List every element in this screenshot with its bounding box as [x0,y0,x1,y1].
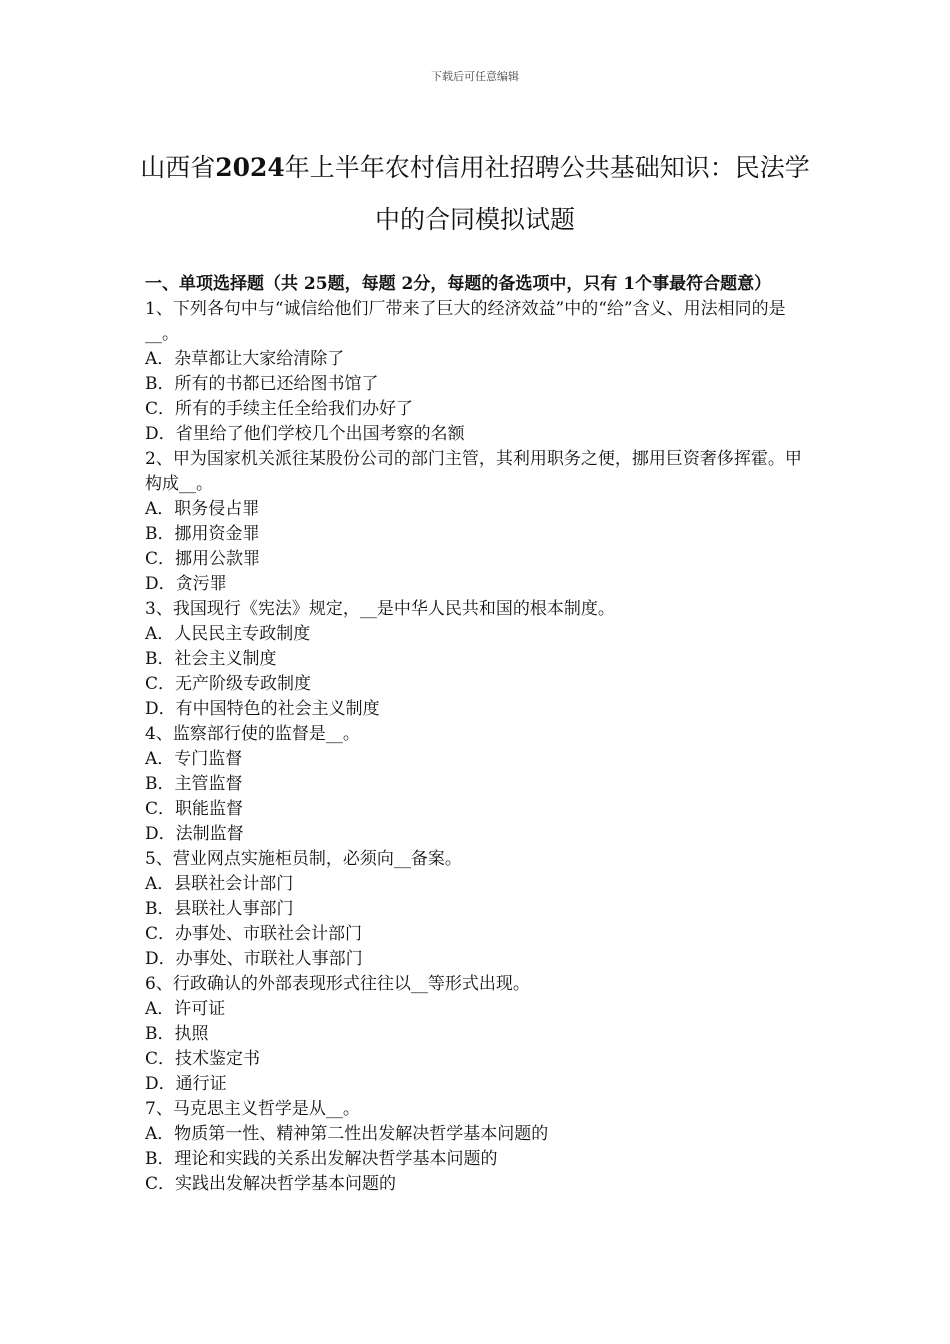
document-body [145,272,807,1197]
option-a: A．物质第一性、精神第二性出发解决哲学基本问题的 [145,1124,549,1144]
title-year: 2024 [215,153,285,182]
option-b: B．执照 [145,1024,209,1044]
option-c: C．办事处、市联社会计部门 [145,924,363,944]
question-stem: 7、马克思主义哲学是从__。 [145,1099,360,1119]
question-stem: 1、下列各句中与“诚信给他们厂带来了巨大的经济效益”中的“给”含义、用法相同的是__。 [145,299,786,344]
option-c: C．所有的手续主任全给我们办好了 [145,399,414,419]
header-note: 下载后可任意编辑 [431,70,519,83]
option-a: A．专门监督 [145,749,243,769]
option-a: A．杂草都让大家给清除了 [145,349,345,369]
option-d: D．通行证 [145,1074,227,1094]
option-b: B．主管监督 [145,774,243,794]
question-stem: 3、我国现行《宪法》规定，__是中华人民共和国的根本制度。 [145,599,615,619]
option-b: B．所有的书都已还给图书馆了 [145,374,379,394]
title-part-2: 年上半年农村信用社招聘公共基础知识：民法学中的合同模拟试题 [284,153,810,234]
option-d: D．办事处、市联社人事部门 [145,949,363,969]
option-b: B．理论和实践的关系出发解决哲学基本问题的 [145,1149,498,1169]
question-2 [145,447,807,597]
option-a: A．人民民主专政制度 [145,624,311,644]
option-a: A．县联社会计部门 [145,874,294,894]
option-d: D．有中国特色的社会主义制度 [145,699,380,719]
option-b: B．挪用资金罪 [145,524,260,544]
option-c: C．实践出发解决哲学基本问题的 [145,1174,397,1194]
option-b: B．社会主义制度 [145,649,277,669]
question-stem: 4、监察部行使的监督是__。 [145,724,360,744]
question-stem: 5、营业网点实施柜员制，必须向__备案。 [145,849,462,869]
option-a: A．许可证 [145,999,226,1019]
question-stem: 6、行政确认的外部表现形式往往以__等形式出现。 [145,974,530,994]
option-d: D．省里给了他们学校几个出国考察的名额 [145,424,465,444]
question-3 [145,597,807,722]
section-heading: 一、单项选择题（共 25题，每题 2分，每题的备选项中，只有 1个事最符合题意） [145,274,772,294]
question-4 [145,722,807,847]
option-d: D．贪污罪 [145,574,227,594]
question-5 [145,847,807,972]
option-d: D．法制监督 [145,824,244,844]
option-c: C．无产阶级专政制度 [145,674,312,694]
question-stem: 2、甲为国家机关派往某股份公司的部门主管，其利用职务之便，挪用巨资奢侈挥霍。甲构成__。 [145,449,802,494]
page-title [130,142,820,246]
question-6 [145,972,807,1097]
option-a: A．职务侵占罪 [145,499,260,519]
option-b: B．县联社人事部门 [145,899,294,919]
option-c: C．职能监督 [145,799,244,819]
title-part-1: 山西省 [140,153,216,182]
question-7 [145,1097,807,1197]
question-1 [145,297,807,447]
option-c: C．挪用公款罪 [145,549,261,569]
option-c: C．技术鉴定书 [145,1049,261,1069]
